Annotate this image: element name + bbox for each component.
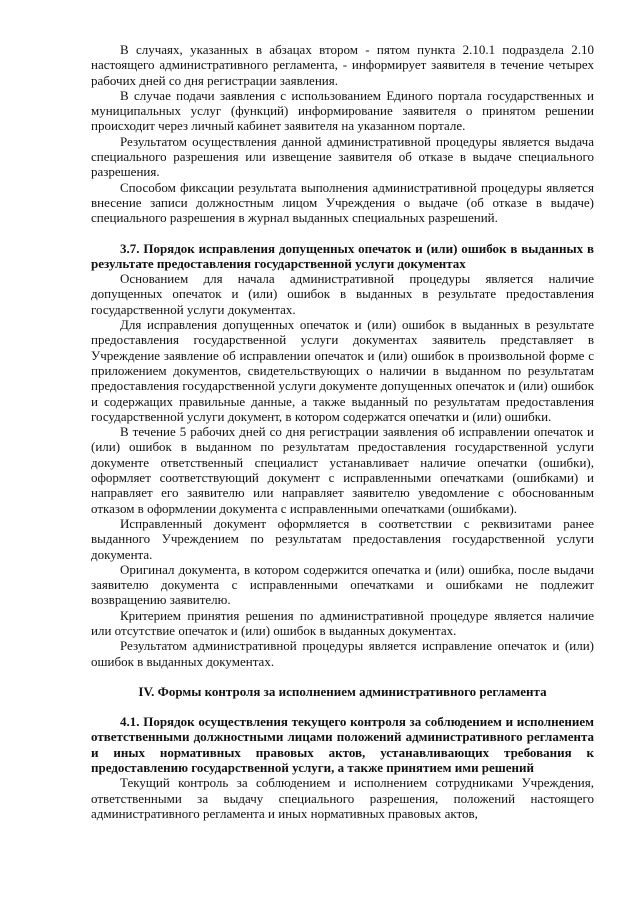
paragraph-notify-applicant: В случаях, указанных в абзацах втором - пятом пункта 2.10.1 подраздела 2.10 настоящего административного регламента, - информирует заявителя в течение четырех рабочих дней со дня регистрации заявления. <box>91 42 594 88</box>
document-page <box>91 42 594 821</box>
section-3-7-paragraph: Для исправления допущенных опечаток и (или) ошибок в выданных в результате предоставления государственной услуги документах заявитель представляет в Учреждение заявление об исправлении опечаток и (или) ошибок в произвольной форме с приложением документов, свидетельствующих о наличии в выданном по результатам предоставления государственной услуги документе допущенных опечаток и (или) ошибок и содержащих правильные данные, а также выданный по результатам предоставления государственной услуги документ, в котором содержатся опечатки и (или) ошибки. <box>91 317 594 424</box>
spacer <box>91 669 594 684</box>
paragraph-unified-portal: В случае подачи заявления с использованием Единого портала государственных и муниципальных услуг (функций) информирование заявителя о принятом решении происходит через личный кабинет заявителя на указанном портале. <box>91 87 594 134</box>
paragraph-procedure-result: Результатом осуществления данной административной процедуры является выдача специального разрешения или извещение заявителя об отказе в выдаче специального разрешения. <box>91 133 594 180</box>
section-3-7-paragraph: Исправленный документ оформляется в соответствии с реквизитами ранее выданного Учреждением по результатам предоставления государственной услуги документа. <box>91 515 594 562</box>
section-3-7-paragraph: Основанием для начала административной процедуры является наличие допущенных опечаток и (или) ошибок в выданных в результате предоставления государственной услуги документах. <box>91 271 594 317</box>
spacer <box>91 699 594 714</box>
section-3-7-paragraph: Критерием принятия решения по административной процедуре является наличие или отсутствие опечаток и (или) ошибок в выданных документах. <box>91 607 594 638</box>
paragraph-fixation-method: Способом фиксации результата выполнения административной процедуры является внесение записи должностным лицом Учреждения о выдаче (об отказе в выдаче) специального разрешения в журнал выданных специальных разрешений. <box>91 179 594 226</box>
section-3-7-paragraph: Оригинал документа, в котором содержится опечатка и (или) ошибка, после выдачи заявителю документа с исправленными опечатками и ошибками не подлежит возвращению заявителю. <box>91 561 594 608</box>
section-3-7-paragraph: В течение 5 рабочих дней со дня регистрации заявления об исправлении опечаток и (или) ошибок в выданном по результатам предоставления государственной услуги документе ответственный специалист устанавливает наличие опечатки (ошибки), оформляет соответствующий документ с исправленными опечатками (ошибками) и направляет его заявителю или направляет заявителю уведомление с обоснованным отказом в оформлении документа с исправленными опечатками (ошибками). <box>91 424 594 516</box>
section-3-7-heading: 3.7. Порядок исправления допущенных опечаток и (или) ошибок в выданных в результате предоставления государственной услуги документах <box>91 240 594 271</box>
spacer <box>91 226 594 241</box>
section-3-7-paragraph: Результатом административной процедуры является исправление опечаток и (или) ошибок в выданных документах. <box>91 638 594 669</box>
section-4-title: IV. Формы контроля за исполнением административного регламента <box>138 683 547 699</box>
section-4-1-heading: 4.1. Порядок осуществления текущего контроля за соблюдением и исполнением ответственными должностными лицами положений административного регламента и иных нормативных правовых актов, устанавливающих требования к предоставлению государственной услуги, а также принятием ими решений <box>91 714 594 776</box>
section-4-1-paragraph: Текущий контроль за соблюдением и исполнением сотрудниками Учреждения, ответственными за выдачу специального разрешения, положений настоящего административного регламента и иных нормативных правовых актов, <box>91 775 594 821</box>
